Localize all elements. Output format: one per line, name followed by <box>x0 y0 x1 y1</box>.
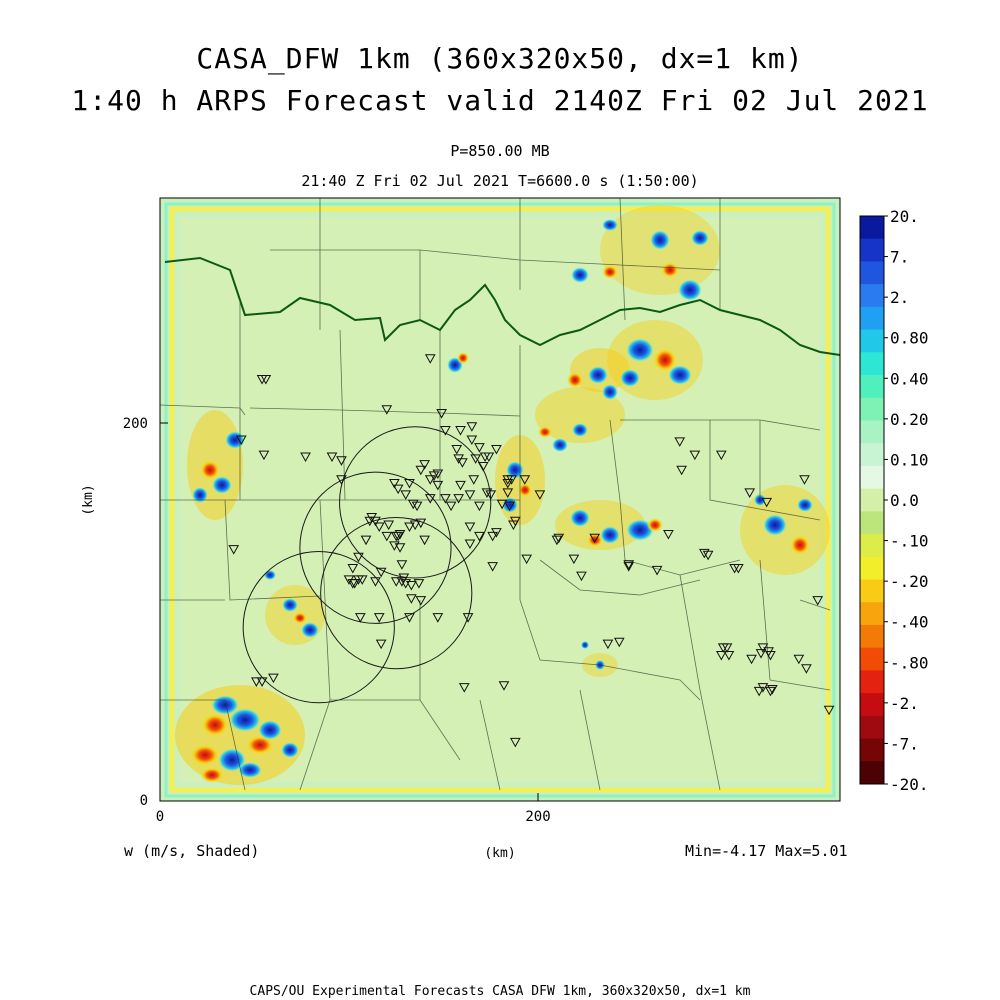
storm-cell <box>538 426 552 438</box>
storm-cell <box>201 713 229 737</box>
storm-cell <box>200 460 220 480</box>
colorbar-swatch <box>860 239 884 262</box>
colorbar-label: 20. <box>890 207 919 226</box>
colorbar-label: 0.0 <box>890 491 919 510</box>
colorbar-swatch <box>860 284 884 307</box>
colorbar-label: -20. <box>890 775 929 794</box>
min-max-stats: Min=-4.17 Max=5.01 <box>685 842 848 860</box>
storm-cell <box>602 384 618 400</box>
y-tick-label-0: 0 <box>139 793 148 809</box>
storm-cell <box>572 423 588 437</box>
storm-cell <box>282 598 298 612</box>
storm-cell <box>600 526 620 544</box>
storm-cell <box>293 612 307 624</box>
colorbar-swatch <box>860 625 884 648</box>
storm-cell <box>647 518 663 532</box>
colorbar-label: 0.10 <box>890 450 929 470</box>
colorbar-swatch <box>860 534 884 557</box>
colorbar-labels <box>890 207 929 794</box>
storm-cell <box>264 570 276 580</box>
storm-cell <box>763 514 787 536</box>
storm-cell <box>661 262 679 278</box>
colorbar-swatch <box>860 352 884 375</box>
colorbar-swatch <box>860 307 884 330</box>
colorbar-label: -.20 <box>890 572 929 592</box>
storm-cell <box>602 265 618 279</box>
colorbar-swatch <box>860 261 884 284</box>
colorbar-swatch <box>860 330 884 353</box>
storm-cell <box>620 369 640 387</box>
colorbar-swatch <box>860 648 884 671</box>
storm-cell <box>190 744 220 766</box>
storm-cell <box>192 487 208 503</box>
colorbar-label: 0.20 <box>890 409 929 429</box>
colorbar-swatch <box>860 670 884 693</box>
y-axis-label: (km) <box>81 484 96 516</box>
colorbar-label: 2. <box>890 288 910 308</box>
storm-cell <box>506 461 524 479</box>
colorbar-label: -.40 <box>890 612 929 632</box>
footer-credit: CAPS/OU Experimental Forecasts CASA DFW 1km, 360x320x50, dx=1 km <box>249 984 751 999</box>
storm-cell <box>212 476 232 494</box>
storm-cell <box>281 742 299 758</box>
storm-cell <box>225 431 245 449</box>
colorbar-swatch <box>860 716 884 739</box>
map-title-line2: 1:40 h ARPS Forecast valid 2140Z Fri 02 Jul 2021 <box>71 84 929 117</box>
storm-cell <box>790 535 810 555</box>
storm-cell <box>571 267 589 283</box>
colorbar-swatch <box>860 739 884 762</box>
variable-label: w (m/s, Shaded) <box>124 842 260 860</box>
colorbar-swatch <box>860 398 884 421</box>
colorbar-swatch <box>860 420 884 443</box>
storm-cell <box>587 533 603 547</box>
colorbar-swatch <box>860 511 884 534</box>
storm-cell <box>229 708 261 732</box>
colorbar-swatch <box>860 693 884 716</box>
storm-cell <box>567 372 583 388</box>
colorbar-label: -7. <box>890 734 919 754</box>
y-tick-label-200: 200 <box>122 416 148 432</box>
colorbar-swatch <box>860 580 884 603</box>
storm-cell <box>570 509 590 527</box>
storm-cell <box>691 230 709 246</box>
storm-cell <box>602 219 618 231</box>
colorbar-label: 7. <box>890 247 910 267</box>
valid-time-label: 21:40 Z Fri 02 Jul 2021 T=6600.0 s (1:50:00) <box>301 172 699 190</box>
storm-cell <box>457 352 469 364</box>
colorbar <box>860 216 888 785</box>
map-title-line1: CASA_DFW 1km (360x320x50, dx=1 km) <box>196 42 804 75</box>
storm-cell <box>552 438 568 452</box>
x-axis-label: (km) <box>484 846 516 861</box>
storm-cell <box>797 498 813 512</box>
colorbar-swatch <box>860 761 884 784</box>
x-tick-label-200: 200 <box>525 809 551 825</box>
storm-cell <box>650 230 670 250</box>
colorbar-swatch <box>860 466 884 489</box>
storm-cell <box>668 365 692 385</box>
storm-cell <box>200 767 224 783</box>
colorbar-label: -2. <box>890 693 919 713</box>
pressure-level-label: P=850.00 MB <box>450 142 550 160</box>
colorbar-swatch <box>860 375 884 398</box>
colorbar-swatch <box>860 557 884 580</box>
colorbar-label: 0.80 <box>890 328 929 348</box>
colorbar-swatch <box>860 216 884 239</box>
colorbar-swatch <box>860 443 884 466</box>
colorbar-swatch <box>860 489 884 512</box>
colorbar-swatch <box>860 602 884 625</box>
x-tick-label-0: 0 <box>155 809 165 825</box>
storm-cell <box>301 622 319 638</box>
storm-cell <box>588 366 608 384</box>
storm-cell <box>626 338 654 362</box>
storm-cell <box>258 720 282 740</box>
colorbar-label: 0.40 <box>890 369 929 389</box>
storm-cell <box>678 279 702 301</box>
storm-cell <box>581 641 589 649</box>
colorbar-label: -.10 <box>890 531 929 551</box>
colorbar-label: -.80 <box>890 653 929 673</box>
